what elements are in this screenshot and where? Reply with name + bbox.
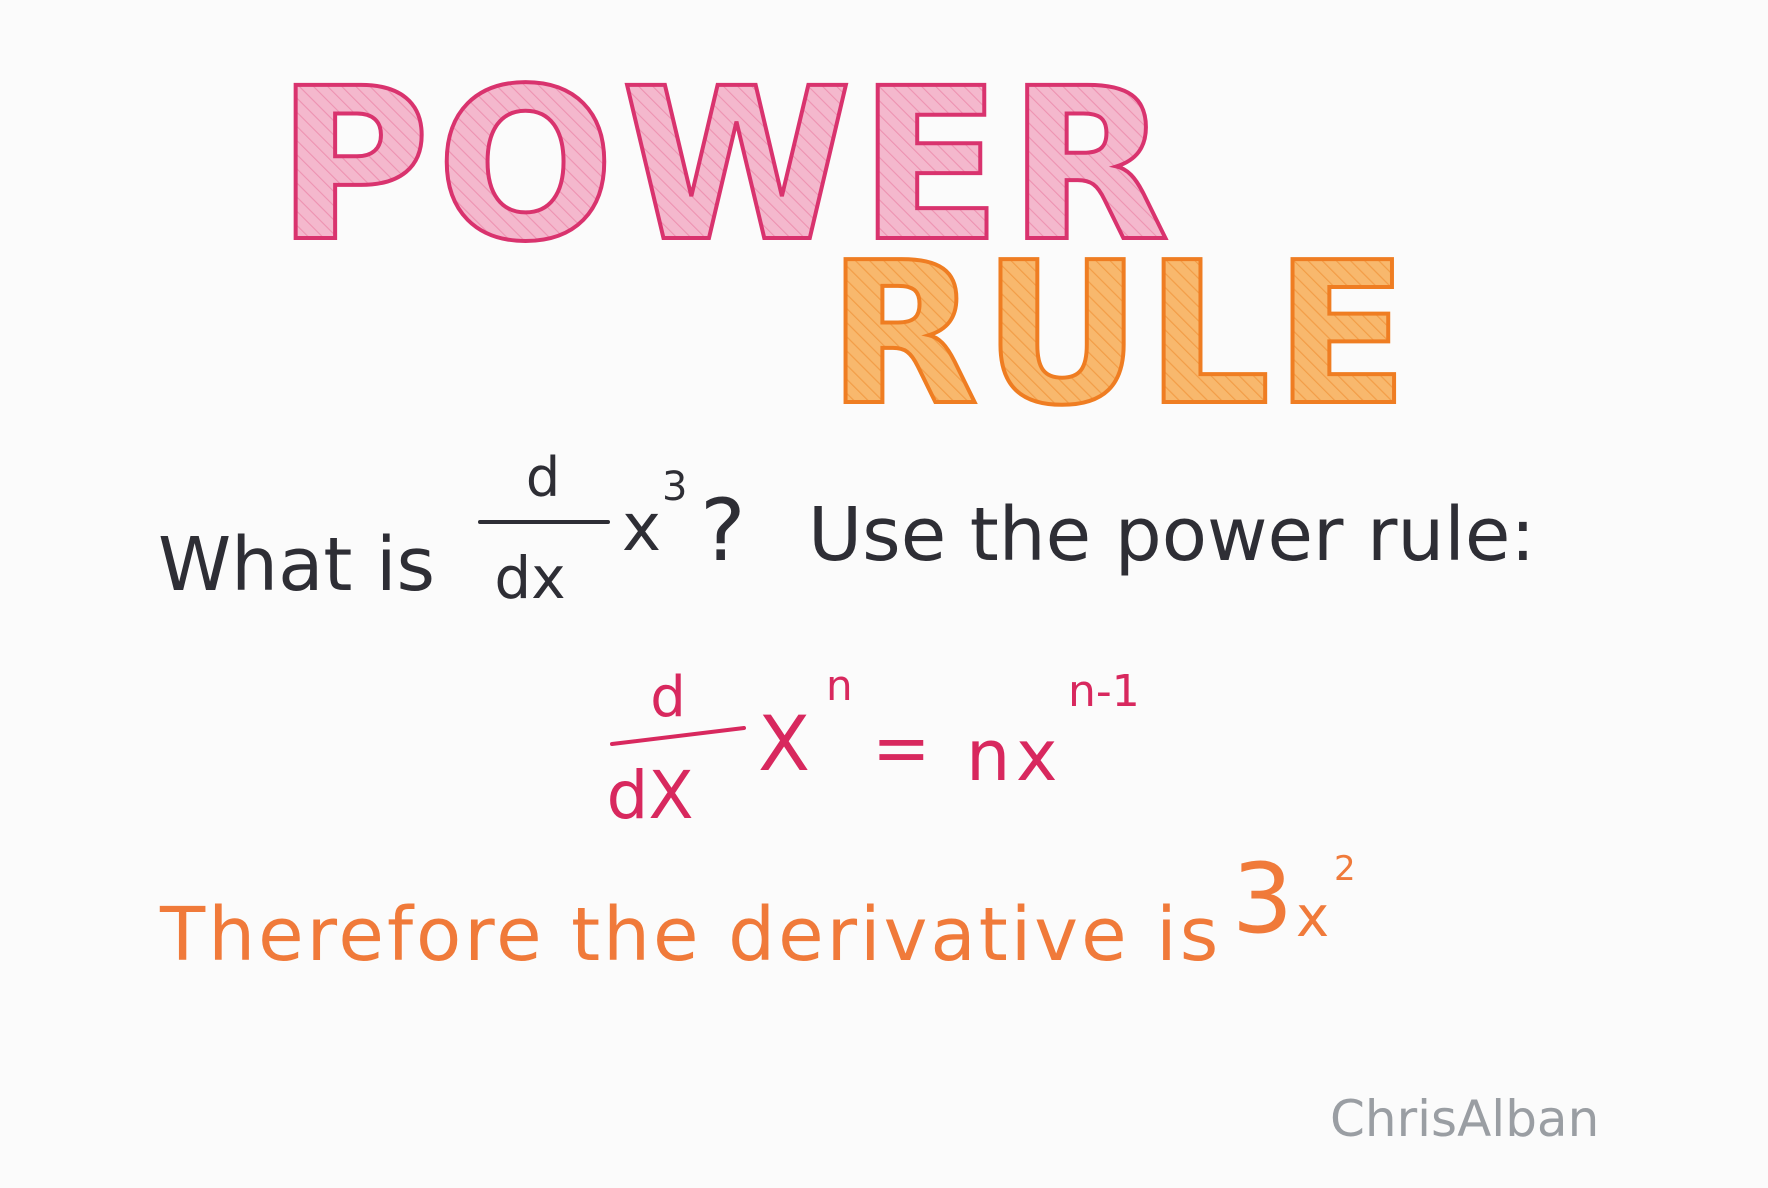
question-base: x	[622, 489, 662, 566]
rule-frac-numerator: d	[650, 665, 686, 730]
conclusion-coefficient: 3	[1232, 843, 1294, 955]
conclusion-line	[159, 843, 1356, 978]
title-rule-text: RULE	[827, 221, 1413, 449]
conclusion-exponent: 2	[1334, 849, 1356, 889]
title-power-text: POWER	[276, 43, 1176, 288]
rule-coefficient: n	[966, 715, 1011, 797]
power-rule-formula	[606, 661, 1139, 834]
rule-base2: x	[1016, 715, 1058, 797]
question-exponent: 3	[662, 464, 688, 510]
question-suffix: Use the power rule:	[808, 492, 1536, 578]
rule-frac-bar	[612, 728, 744, 744]
question-mark: ?	[700, 481, 746, 581]
question-frac-denominator: dx	[494, 544, 566, 612]
question-line	[158, 446, 1535, 612]
signature: ChrisAlban	[1330, 1090, 1600, 1148]
conclusion-text: Therefore the derivative is	[160, 892, 1222, 978]
rule-exponent: n	[826, 661, 853, 710]
title-rule	[828, 221, 1413, 449]
question-frac-numerator: d	[525, 446, 561, 509]
rule-exponent2: n-1	[1068, 666, 1140, 717]
rule-base: X	[758, 699, 811, 788]
question-prefix: What is	[158, 522, 436, 608]
rule-frac-denominator: dX	[606, 757, 694, 834]
rule-equals: =	[872, 707, 931, 789]
conclusion-base: x	[1296, 885, 1330, 950]
